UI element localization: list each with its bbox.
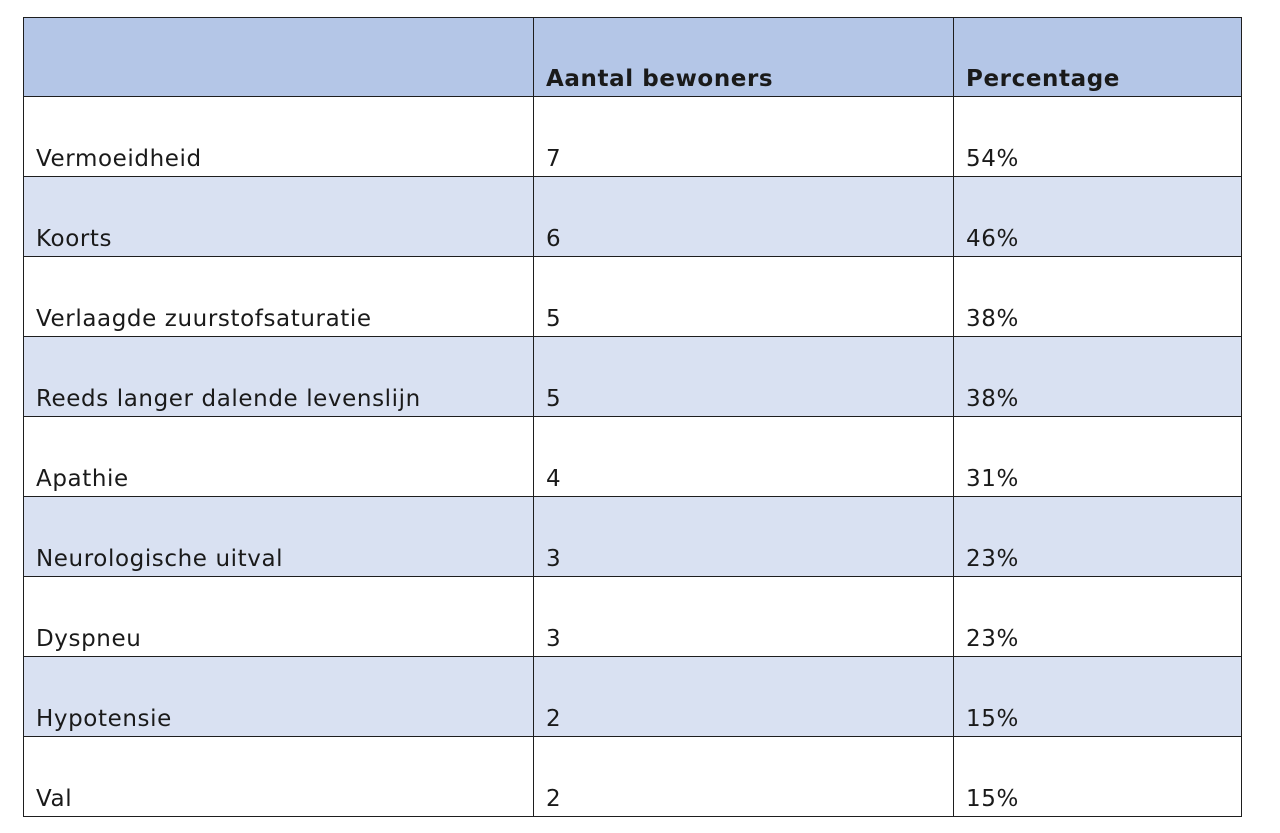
cell-count: 5 (534, 337, 954, 417)
cell-percentage: 54% (954, 97, 1242, 177)
table-row (24, 97, 1242, 177)
table-row (24, 337, 1242, 417)
cell-percentage: 38% (954, 257, 1242, 337)
table-row (24, 497, 1242, 577)
cell-count: 7 (534, 97, 954, 177)
cell-count: 6 (534, 177, 954, 257)
cell-count: 2 (534, 737, 954, 817)
table-row (24, 257, 1242, 337)
cell-percentage: 38% (954, 337, 1242, 417)
header-percentage: Percentage (954, 18, 1242, 97)
table-row (24, 657, 1242, 737)
cell-count: 3 (534, 577, 954, 657)
cell-percentage: 23% (954, 577, 1242, 657)
cell-percentage: 31% (954, 417, 1242, 497)
cell-percentage: 23% (954, 497, 1242, 577)
cell-count: 2 (534, 657, 954, 737)
cell-symptom: Verlaagde zuurstofsaturatie (24, 257, 534, 337)
cell-symptom: Koorts (24, 177, 534, 257)
cell-symptom: Dyspneu (24, 577, 534, 657)
table-row (24, 577, 1242, 657)
cell-symptom: Val (24, 737, 534, 817)
cell-symptom: Reeds langer dalende levenslijn (24, 337, 534, 417)
cell-percentage: 46% (954, 177, 1242, 257)
header-row (24, 18, 1242, 97)
cell-count: 3 (534, 497, 954, 577)
header-symptom (24, 18, 534, 97)
symptom-table (23, 17, 1242, 817)
cell-count: 5 (534, 257, 954, 337)
cell-percentage: 15% (954, 737, 1242, 817)
table-row (24, 417, 1242, 497)
cell-count: 4 (534, 417, 954, 497)
cell-symptom: Neurologische uitval (24, 497, 534, 577)
cell-symptom: Apathie (24, 417, 534, 497)
header-count: Aantal bewoners (534, 18, 954, 97)
table-row (24, 737, 1242, 817)
cell-symptom: Hypotensie (24, 657, 534, 737)
cell-percentage: 15% (954, 657, 1242, 737)
table-row (24, 177, 1242, 257)
cell-symptom: Vermoeidheid (24, 97, 534, 177)
